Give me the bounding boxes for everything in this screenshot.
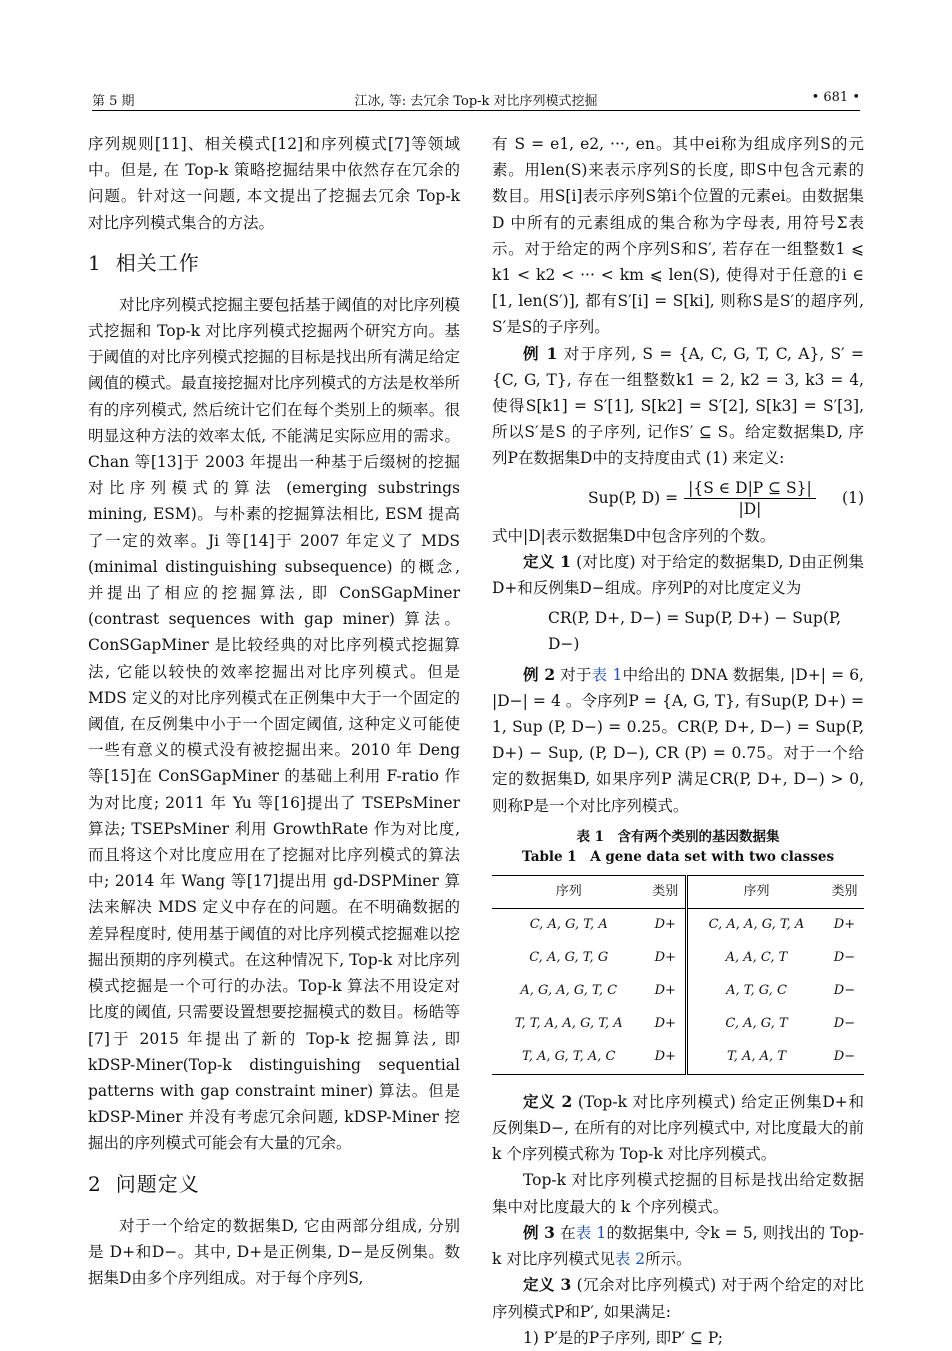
cell-class: D+ xyxy=(645,1041,686,1075)
cell-sequence: T, T, A, A, G, T, A xyxy=(514,1016,623,1032)
example-3 xyxy=(492,1220,864,1272)
cell-sequence: T, A, A, T xyxy=(687,1041,825,1075)
header-sequence: 序列 xyxy=(687,875,825,908)
header-class: 类别 xyxy=(825,875,864,908)
table-1-link[interactable]: 表 1 xyxy=(591,665,623,684)
paragraph-intro-end: 序列规则[11]、相关模式[12]和序列模式[7]等领域中。但是, 在 Top-k 策略挖掘结果中依然存在冗余的问题。针对这一问题, 本文提出了挖掘去冗余 Top-k 对比序列模式集合的方法。 xyxy=(88,135,460,232)
cell-sequence: A, G, A, G, T, C xyxy=(520,983,618,999)
example-text: 在 xyxy=(560,1223,576,1242)
paragraph-topk-goal: Top-k 对比序列模式挖掘的目标是找出给定数据集中对比度最大的 k 个序列模式。 xyxy=(492,1171,864,1216)
running-title: 江冰, 等: 去冗余 Top-k 对比序列模式挖掘 xyxy=(354,94,598,109)
table-row xyxy=(492,908,864,942)
cell-class: D+ xyxy=(833,917,856,933)
example-2 xyxy=(492,662,864,819)
table-row xyxy=(492,1041,864,1075)
section-number: 2 xyxy=(88,1171,102,1196)
section-2-heading xyxy=(88,1169,460,1199)
example-text: 对于 xyxy=(560,665,592,684)
right-column xyxy=(492,131,864,1351)
cell-sequence: T, A, G, T, A, C xyxy=(492,1041,645,1075)
section-number: 1 xyxy=(88,250,102,275)
definition-text: (对比度) 对于给定的数据集D, D由正例集D+和反例集D−组成。序列P的对比度定义为 xyxy=(492,552,864,598)
definition-text: (冗余对比序列模式) 对于两个给定的对比序列模式P和P′, 如果满足: xyxy=(492,1276,864,1321)
table-row xyxy=(492,1008,864,1041)
cell-sequence: C, A, G, T, A xyxy=(529,917,608,933)
section-title: 问题定义 xyxy=(115,1171,200,1196)
condition-item-1: 1) P′是的P子序列, 即P′ ⊆ P; xyxy=(523,1328,723,1347)
definition-text: (Top-k 对比序列模式) 给定正例集D+和反例集D−, 在所有的对比序列模式中, 对比度最大的前 k 个序列模式称为 Top-k 对比序列模式。 xyxy=(492,1092,864,1164)
table-2-link[interactable]: 表 2 xyxy=(614,1250,646,1269)
cell-class: D+ xyxy=(645,1008,686,1041)
example-text: 的数据集中, 令k = 5, 则找出的 Top-k 对比序列模式见 xyxy=(492,1223,864,1269)
header-sequence: 序列 xyxy=(492,875,645,908)
example-text: 所示。 xyxy=(645,1250,692,1269)
table-header-row xyxy=(492,875,864,908)
example-text: 对于序列, S = {A, C, G, T, C, A}, S′ = {C, G, T}, 存在一组整数k1 = 2, k2 = 3, k3 = 4, 使得S[k1] = S′[1], S[k2] = S′[2], S[k3] = S′[3], 所以S′是S 的子序列, 记作S′ ⊆ S。给定数据集D, 序列P在数据集D中的支持度由式 (1) 来定义: xyxy=(492,344,864,468)
header-class: 类别 xyxy=(645,875,686,908)
table-caption-cn: 表 1 含有两个类别的基因数据集 xyxy=(576,828,780,845)
issue-number: 第 5 期 xyxy=(92,94,135,109)
contrast-equation: CR(P, D+, D−) = Sup(P, D+) − Sup(P, D−) xyxy=(548,609,842,654)
equation-lhs: Sup(P, D) = xyxy=(588,489,679,508)
cell-sequence: A, T, G, C xyxy=(726,983,787,999)
table-caption-en: Table 1 A gene data set with two classes xyxy=(521,848,835,865)
table-row xyxy=(492,942,864,975)
example-label: 例 2 xyxy=(523,664,556,684)
paragraph-equation-note: 式中|D|表示数据集D中包含序列的个数。 xyxy=(492,526,776,545)
paragraph-related-work: 对比序列模式挖掘主要包括基于阈值的对比序列模式挖掘和 Top-k 对比序列模式挖掘两个研究方向。基于阈值的对比序列模式挖掘的目标是找出所有满足给定阈值的模式。最直接挖掘对比序列模式的方法是枚举所有的序列模式, 然后统计它们在每个类别上的频率。很明显这种方法的效率太低, 不能满足实际应用的需求。Chan 等[13]于 2003 年提出一种基于后缀树的挖掘对比序列模式的算法 (emerging substrings mining, ESM)。与朴素的挖掘算法相比, ESM 提高了一定的效率。Ji 等[14]于 2007 年定义了 MDS (minimal distinguishing subsequence) 的概念, 并提出了相应的挖掘算法, 即 ConSGapMiner (contrast sequences with gap miner) 算法。ConSGapMiner 是比较经典的对比序列模式挖掘算法, 它能以较快的效率挖掘出对比序列模式。但是 MDS 定义的对比序列模式在正例集中大于一个固定的阈值, 在反例集中小于一个固定阈值, 这种定义可能使一些有意义的模式没有被挖掘出来。2010 年 Deng 等[15]在 ConSGapMiner 的基础上利用 F-ratio 作为对比度; 2011 年 Yu 等[16]提出了 TSEPsMiner 算法; TSEPsMiner 利用 GrowthRate 作为对比度, 而且将这个对比度应用在了挖掘对比序列模式的算法中; 2014 年 Wang 等[17]提出用 gd-DSPMiner 算法来解决 MDS 定义中存在的问题。在不明确数据的差异程度时, 使用基于阈值的对比序列模式挖掘难以挖掘出预期的序列模式。在这种情况下, Top-k 对比序列模式挖掘是一个可行的办法。Top-k 算法不用设定对比度的阈值, 只需要设置想要挖掘模式的数目。杨皓等[7]于 2015 年提出了新的 Top-k 挖掘算法, 即 kDSP-Miner(Top-k distinguishing sequential patterns with gap constraint miner) 算法。但是 kDSP-Miner 并没有考虑冗余问题, kDSP-Miner 挖掘出的序列模式可能会有大量的冗余。 xyxy=(88,295,461,1153)
page-number: • 681 • xyxy=(811,90,860,105)
cell-sequence: A, A, C, T xyxy=(725,950,788,966)
example-label: 例 1 xyxy=(523,343,558,363)
running-header xyxy=(92,86,860,111)
definition-label: 定义 2 xyxy=(523,1091,573,1111)
paragraph-sequence-def: 有 S = e1, e2, ···, en。其中ei称为组成序列S的元素。用len(S)来表示序列S的长度, 即S中包含元素的数目。用S[i]表示序列S第i个位置的元素ei。由数据集 D 中所有的元素组成的集合称为字母表, 用符号Σ表示。对于给定的两个序列S和S′, 若存在一组整数1 ⩽ k1 < k2 < ··· < km ⩽ len(S), 使得对于任意的i ∈ [1, len(S′)], 都有S′[i] = S[ki], 则称S是S′的超序列, S′是S的子序列。 xyxy=(492,135,864,337)
cell-class: D− xyxy=(833,983,856,999)
gene-data-table xyxy=(492,875,864,1075)
example-1 xyxy=(492,341,864,472)
cell-class: D− xyxy=(833,950,856,966)
table-1-link[interactable]: 表 1 xyxy=(575,1223,607,1242)
equation-number: (1) xyxy=(842,489,864,508)
definition-label: 定义 1 xyxy=(523,551,571,571)
equation-fraction xyxy=(684,478,816,519)
definition-2 xyxy=(492,1089,864,1168)
cell-sequence: C, A, A, G, T, A xyxy=(708,917,805,933)
section-title: 相关工作 xyxy=(115,250,200,275)
paragraph-problem-def: 对于一个给定的数据集D, 它由两部分组成, 分别是 D+和D−。其中, D+是正例集, D−是反例集。数据集D由多个序列组成。对于每个序列S, xyxy=(88,1216,460,1287)
definition-1 xyxy=(492,549,864,601)
cell-class: D+ xyxy=(645,975,686,1008)
fraction-denominator: |D| xyxy=(738,499,762,518)
definition-3 xyxy=(492,1272,864,1324)
definition-label: 定义 3 xyxy=(523,1275,572,1295)
example-text: 中给出的 DNA 数据集, |D+| = 6, |D−| = 4 。令序列P = {A, G, T}, 有Sup(P, D+) = 1, Sup (P, D−) = 0.25。CR(P, D+, D−) = Sup(P, D+) − Sup, (P, D−), CR (P) = 0.75。对于一个给定的数据集D, 如果序列P 满足CR(P, D+, D−) > 0, 则称P是一个对比序列模式。 xyxy=(492,665,864,815)
example-label: 例 3 xyxy=(523,1222,555,1242)
fraction-numerator: |{S ∈ D|P ⊆ S}| xyxy=(684,478,816,499)
table-row xyxy=(492,975,864,1008)
cell-sequence: C, A, G, T, G xyxy=(529,950,609,966)
cell-class: D− xyxy=(825,1041,864,1075)
cell-class: D− xyxy=(833,1016,856,1032)
left-column xyxy=(88,131,460,1291)
cell-sequence: C, A, G, T xyxy=(725,1016,788,1032)
section-1-heading xyxy=(88,248,460,278)
cell-class: D+ xyxy=(645,942,686,975)
cell-class: D+ xyxy=(645,908,686,942)
equation-1 xyxy=(492,478,864,519)
